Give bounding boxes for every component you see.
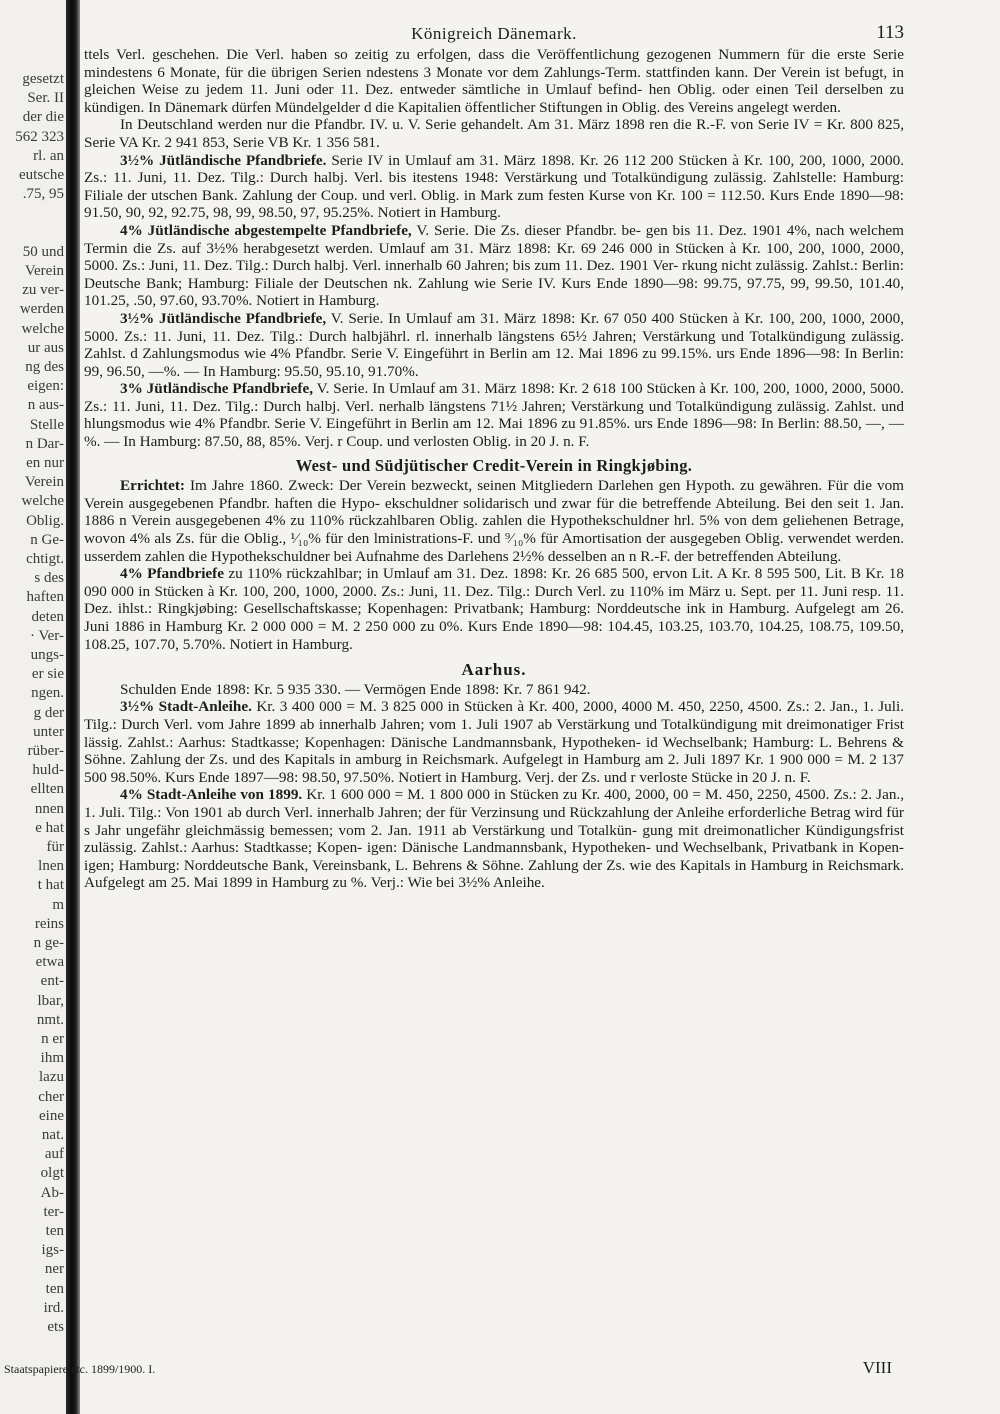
gutter-word: lbar,	[37, 992, 64, 1009]
body-paragraph	[84, 222, 904, 310]
entry-heading: 3% Jütländische Pfandbriefe,	[120, 380, 313, 398]
gutter-word: zu ver-	[22, 282, 64, 299]
gutter-word: werden	[19, 301, 64, 318]
gutter-word: rl. an	[33, 147, 64, 164]
gutter-word: Verein	[24, 474, 64, 491]
signature-mark: VIII	[862, 1358, 892, 1377]
body-paragraph	[84, 380, 904, 450]
gutter-word: en nur	[26, 455, 64, 471]
facing-page-fragment	[0, 0, 66, 1414]
gutter-word: für	[46, 839, 64, 855]
gutter-word: n Ge-	[30, 531, 64, 548]
gutter-word: ng des	[25, 359, 64, 375]
gutter-word: 50 und	[22, 243, 64, 260]
gutter-word: igs-	[41, 1242, 64, 1259]
gutter-word: · Ver-	[30, 627, 64, 644]
gutter-word: chtigt.	[26, 551, 64, 567]
entry-heading: 3½% Jütländische Pfandbriefe,	[120, 309, 327, 327]
gutter-word: g der	[33, 704, 64, 721]
body-paragraph	[84, 152, 904, 222]
gutter-word: eutsche	[19, 167, 64, 183]
gutter-word: etwa	[35, 954, 64, 971]
body-paragraph	[84, 116, 904, 151]
entry-heading: Errichtet:	[120, 477, 185, 495]
gutter-word: auf	[44, 1146, 64, 1163]
gutter-word: ird.	[43, 1299, 64, 1316]
gutter-word: nnen	[34, 800, 64, 817]
body-paragraph	[84, 46, 904, 116]
gutter-word: ner	[44, 1261, 64, 1278]
paragraph-text: V. Serie. In Umlauf am 31. März 1898: Kr. 2 618 100 Stücken à Kr. 100, 200, 1000, 2000, 5000. Zs.: 11. Juni, 11. Dez. Tilg.: Durch halbj. Verl. nerhalb längstens 71½ Jahren; Verstärkung und Totalkündigung zulässig. Zahlst. und hlungsmodus wie 4% Pfandbr. Serie V. Eingeführt in Berlin am 12. Mai 1896 zu 91.85%. urs Ende 1896—98: In Berlin: 88.50, —, —%. — In Hamburg: 87.50, 88, 85%. Verj. r Coup. und verlosten Oblig. in 20 J. n. F.	[84, 380, 904, 451]
gutter-word: welche	[21, 320, 64, 337]
gutter-word: ten	[45, 1280, 64, 1297]
gutter-word: e hat	[35, 819, 64, 836]
gutter-word: reins	[34, 915, 64, 932]
gutter-word: rüber-	[27, 743, 64, 759]
gutter-word: n ge-	[33, 935, 64, 951]
body-paragraph	[84, 477, 904, 565]
gutter-word: unter	[33, 723, 64, 740]
gutter-word: haften	[26, 589, 64, 606]
body-paragraph	[84, 786, 904, 892]
gutter-word: n aus-	[27, 397, 64, 414]
gutter-word: n Dar-	[25, 435, 64, 452]
gutter-word: nmt.	[36, 1011, 64, 1028]
entry-heading: 3½% Jütländische Pfandbriefe.	[120, 151, 327, 169]
page-header	[84, 18, 904, 46]
gutter-word: ets	[47, 1319, 64, 1335]
gutter-word: ungs-	[30, 647, 64, 663]
gutter-word: Ser. II	[27, 90, 64, 107]
body-paragraph	[84, 681, 904, 699]
city-heading: Aarhus.	[461, 660, 527, 680]
gutter-word: .75, 95	[22, 186, 64, 203]
gutter-word: m	[52, 896, 64, 913]
entry-heading: 4% Stadt-Anleihe von 1899.	[120, 786, 303, 804]
body-paragraph	[84, 565, 904, 653]
book-spine	[66, 0, 80, 1414]
document-page	[84, 18, 904, 892]
gutter-word: eine	[39, 1107, 64, 1124]
gutter-word: huld-	[32, 762, 64, 779]
gutter-word: ihm	[40, 1050, 64, 1067]
section-heading: West- und Südjütischer Credit-Verein in Ringkjøbing.	[295, 455, 693, 475]
gutter-word: Stelle	[29, 416, 64, 433]
paragraph-text: ttels Verl. geschehen. Die Verl. haben so zeitig zu erfolgen, dass die Veröffentlichung gezogenen Nummern für die erste Serie mindestens 6 Monate, für die übrigen Serien ndestens 3 Monate vor dem Zahlungs-Term. stattfinden kann. Der Verein ist befugt, in gleichen Weise zu jedem 11. Juni oder 11. Dez. entweder sämtliche in Umlauf befind- hen Oblig. oder einen Teil derselben zu kündigen. In Dänemark dürfen Mündelgelder d die Kapitalien öffentlicher Stiftungen in Oblig. des Vereins angelegt werden.	[84, 46, 904, 116]
gutter-word: lazu	[39, 1069, 64, 1086]
paragraph-text: Kr. 3 400 000 = M. 3 825 000 in Stücken à Kr. 400, 2000, 4000 M. 450, 2250, 4500. Zs.: 2. Jan., 1. Juli. Tilg.: Durch Verl. vom Jahre 1899 ab innerhalb Jahren; vom 1. Juli 1907 ab Verstärkung und Totalkündigung mit dreimonatiger Frist lässig. Zahlst.: Aarhus: Stadtkasse; Kopenhagen: Dänische Landmannsbank, Hypotheken- id Wechselbank; Hamburg: L. Behrens & Söhne. Zahlung der Zs. und des Kapitals in amburg in Reichsmark. Aufgelegt in Hamburg am 2. Juli 1897 Kr. 1 900 000 = M. 2 137 500 98.50%. Kurs Ende 1897—98: 98.50, 97.50%. Notiert in Hamburg. Verj. der Zs. und r verloste Stücke in 20 J. n. F.	[84, 698, 904, 786]
gutter-word: n er	[41, 1031, 64, 1047]
paragraph-text: Serie IV in Umlauf am 31. März 1898. Kr. 26 112 200 Stücken à Kr. 100, 200, 1000, 2000. Zs.: 11. Juni, 11. Dez. Tilg.: Durch halbj. Verl. bis itestens 1948: Verstärkung und Totalkündigung zulässig. Zahlstelle: Hamburg: Filiale der utschen Bank. Zahlung der Coup. und verl. Oblig. in Mark zum festen Kurse von Kr. 100 = 112.50. Kurs Ende 1890—98: 91.50, 90, 92, 92.75, 98, 99, 98.50, 97, 95.25%. Notiert in Hamburg.	[84, 151, 904, 222]
gutter-word: lnen	[38, 858, 64, 875]
paragraph-text: Schulden Ende 1898: Kr. 5 935 330. — Vermögen Ende 1898: Kr. 7 861 942.	[120, 680, 591, 698]
gutter-word: Oblig.	[26, 512, 64, 529]
gutter-word: der die	[22, 109, 64, 126]
gutter-word: ellten	[30, 781, 64, 798]
running-title: Königreich Dänemark.	[411, 24, 577, 43]
gutter-word: 562 323	[15, 128, 64, 145]
page-body	[84, 46, 904, 892]
gutter-word: gesetzt	[22, 71, 64, 87]
paragraph-text: V. Serie. In Umlauf am 31. März 1898: Kr. 67 050 400 Stücken à Kr. 100, 200, 1000, 2000, 5000. Zs.: 11. Juni, 11. Dez. Tilg.: Durch halbjährl. rl. innerhalb längstens 65½ Jahren; Verstärkung und Totalkündigung zulässig. Zahlst. d Zahlungsmodus wie 4% Pfandbr. Serie V. Eingeführt in Berlin am 12. Mai 1896 zu 99.15%. urs Ende 1896—98: In Berlin: 99, 96.50, —%. — In Hamburg: 95.50, 95.10, 91.70%.	[84, 309, 904, 380]
gutter-word: ngen.	[31, 685, 64, 702]
paragraph-text: In Deutschland werden nur die Pfandbr. IV. u. V. Serie gehandelt. Am 31. März 1898 ren die R.-F. von Serie IV = Kr. 800 825, Serie VA Kr. 2 941 853, Serie VB Kr. 1 356 581.	[84, 116, 904, 151]
gutter-word: ten	[45, 1223, 64, 1239]
paragraph-text: V. Serie. Die Zs. dieser Pfandbr. be- gen bis 11. Dez. 1901 4%, nach welchem Termin die Zs. auf 3½% herabgesetzt werden. Umlauf am 31. März 1898: Kr. 69 246 000 in Stücken à Kr. 100, 200, 1000, 2000, 5000. Zs.: Juni, 11. Dez. Tilg.: Durch halbj. Verl. innerhalb 60 Jahren; bis zum 11. Dez. 1901 Ver- rkung nicht zulässig. Zahlst.: Berlin: Deutsche Bank; Hamburg: Filiale der Deutschen nk. Zahlung wie Serie IV. Kurs Ende 1890—98: 99.75, 97.75, 99, 99.50, 101.40, 101.25, .50, 97.60, 93.70%. Notiert in Hamburg.	[84, 221, 904, 310]
entry-heading: 3½% Stadt-Anleihe.	[120, 698, 252, 716]
gutter-word: ur aus	[27, 339, 64, 356]
gutter-word: s des	[34, 570, 64, 587]
gutter-word: deten	[31, 608, 64, 625]
paragraph-text: Kr. 1 600 000 = M. 1 800 000 in Stücken zu Kr. 400, 2000, 00 = M. 450, 2250, 4500. Zs.: 2. Jan., 1. Juli. Tilg.: Von 1901 ab durch Verl. innerhalb Jahren; der für Verzinsung und Rückzahlung der Anleihe erforderliche Betrag wird für s Jahr ungefähr gleichmässig bemessen; vom 2. Jan. 1911 ab Verstärkung und Totalkün- gung mit dreimonatlicher Kündigungsfrist zulässig. Zahlst.: Aarhus: Stadtkasse; Kopen- igen: Dänische Landmannsbank, Hypotheken- und Wechselbank, Privatbank in Kopen- igen; Hamburg: Norddeutsche Bank, Vereinsbank, L. Behrens & Söhne. Zahlung der Zs. wie des Kapitals in Hamburg in Reichsmark. Aufgelegt am 25. Mai 1899 in Hamburg zu %. Verj.: Wie bei 3½% Anleihe.	[84, 786, 905, 892]
footer-note: Staatspapiere etc. 1899/1900. I.	[4, 1362, 156, 1376]
page-number: 113	[876, 22, 904, 43]
gutter-word: ter-	[43, 1203, 64, 1220]
gutter-word: ent-	[40, 973, 64, 990]
gutter-word: olgt	[40, 1165, 64, 1182]
gutter-word: cher	[38, 1088, 64, 1105]
gutter-word: t hat	[37, 877, 64, 894]
paragraph-text: Im Jahre 1860. Zweck: Der Verein bezweckt, seinen Mitgliedern Darlehen gen Hypoth. zu gewähren. Für die vom Verein ausgegebenen Pfandbr. haften die Hypo- ekschuldner solidarisch und zwar für die betreffende Abteilung. Bei den seit 1. Jan. 1886 n Verein ausgegebenen 4% zu 110% rückzahlbaren Oblig. zahlen die Hypothekschuldner hrl. 5% von dem geliehenen Betrage, wovon 4% als Zs. für die Oblig., ¹⁄₁₀% für den lministrations-F. und ⁹⁄₁₀% für Amortisation der ausgegeben Oblig. verwendet werden. usserdem zahlen die Hypothekschuldner bei Aufnahme des Darlehens 2½% desselben an n R.-F. der betreffenden Abteilung.	[84, 477, 904, 565]
gutter-word: Ab-	[40, 1184, 64, 1201]
gutter-word: eigen:	[27, 378, 64, 395]
entry-heading: 4% Pfandbriefe	[120, 565, 224, 583]
entry-heading: 4% Jütländische abgestempelte Pfandbriefe,	[120, 221, 412, 239]
gutter-word: Verein	[24, 263, 64, 279]
gutter-word: welche	[21, 493, 64, 510]
paragraph-text: zu 110% rückzahlbar; in Umlauf am 31. Dez. 1898: Kr. 26 685 500, ervon Lit. A Kr. 8 595 500, Lit. B Kr. 18 090 000 in Stücken à Kr. 100, 200, 1000, 2000. Zs.: Juni, 11. Dez. Tilg.: Durch Verl. zu 110% im März u. Sept. per 11. Juni resp. 11. Dez. ihlst.: Ringkjøbing: Gesellschaftskasse; Kopenhagen: Privatbank; Hamburg: Norddeutsche ink in Hamburg. Aufgelegt am 26. Juni 1886 in Hamburg Kr. 2 000 000 = M. 2 250 000 zu 0%. Kurs Ende 1890—98: 104.45, 103.25, 103.70, 104.25, 108.75, 109.50, 108.25, 107.70, 5.70%. Notiert in Hamburg.	[84, 565, 904, 653]
gutter-word: nat.	[41, 1127, 64, 1143]
body-paragraph	[84, 310, 904, 380]
gutter-word: er sie	[31, 666, 64, 683]
body-paragraph	[84, 698, 904, 786]
